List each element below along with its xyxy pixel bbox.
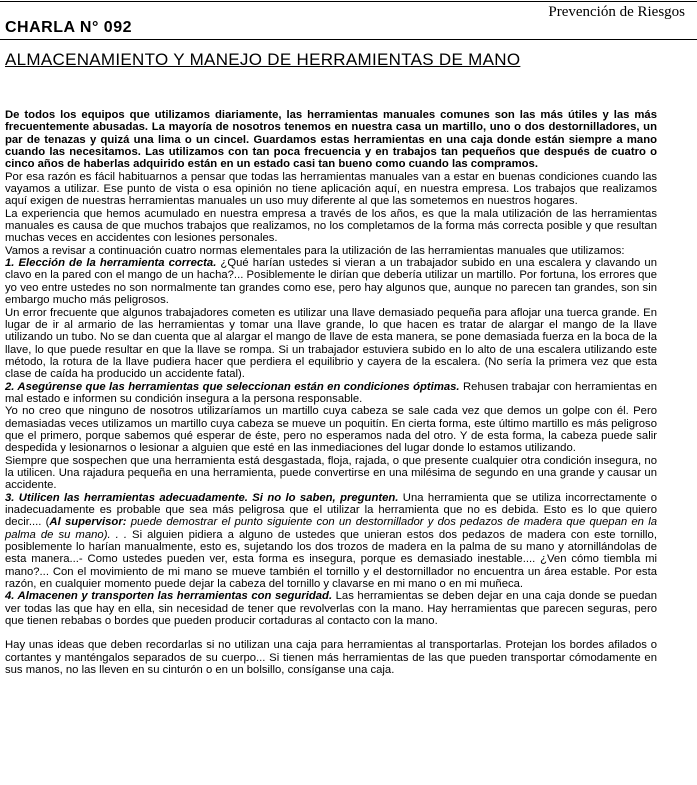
paragraph: Siempre que sospechen que una herramienta está desgastada, floja, rajada, o que presente cualquier otra condición insegura, no la utilicen. Una rajadura pequeña en una herramienta, puede convertirse en una milésima de segundo en una grande y causar un accidente. [5, 454, 657, 492]
supervisor-label: Al supervisor: [49, 516, 127, 529]
paragraph: Vamos a revisar a continuación cuatro normas elementales para la utilización de las herramientas manuales que utilizamos: [5, 244, 625, 257]
rule-3-text: Una herramienta que se utiliza incorrectamente o inadecuadamente es probable que sea más peligrosa que el utilizar la herramienta que no es debida. Esto es lo que quiero decir.... ( [5, 491, 657, 529]
paragraph: Por esa razón es fácil habituarnos a pensar que todas las herramientas manuales van a estar en buenas condiciones cuando las vayamos a utilizar. Ese punto de vista o esa opinión no tiene aplicación aquí, en nuestra empresa. Los trabajos que realizamos aquí exigen de nuestras herramientas manuales un uso muy diferente al que las sometemos en nuestros hogares. [5, 170, 657, 208]
rule-2-heading: 2. Asegúrense que las herramientas que seleccionan están en condiciones óptimas. [5, 380, 460, 393]
rule-3-text-continued: Si alguien pidiera a alguno de ustedes que unieran estos dos pedazos de madera con este tornillo, posiblemente lo harían manualmente, esto es, sujetando los dos trozos de madera en la palma de su mano y atornillándolas de esta manera...- Como ustedes pueden ver, esta forma es insegura, porque es demasiado inestable.... ¿Ven cómo tiembla mi mano?... Con el movimiento de mi mano se mueve también el tornillo y el destornillador no encuentra un área estable. Por esta razón, en cualquier momento puede dejar la cabeza del tornillo y clavarse en mi mano o en mi muñeca. [5, 528, 657, 591]
header-rule [0, 39, 697, 40]
rule-1-text: ¿Qué harían ustedes si vieran a un trabajador subido en una escalera y clavando un clavo en la pared con el mango de un hacha?... Posiblemente le dirían que debería utilizar un martillo. Por fortuna, los errores que yo veo entre ustedes no son normalmente tan grandes como ese, pero hay algunos que, aunque no parecen tan grandes, son sin embargo mucho más peligrosos. [5, 257, 657, 307]
paragraph: Un error frecuente que algunos trabajadores cometen es utilizar una llave demasiado pequeña para aflojar una tuerca grande. En lugar de ir al armario de las herramientas y tomar una llave grande, lo que hacen es tratar de alargar el mango de la llave utilizando un tubo. No se dan cuenta que al alargar el mango de llave de esta manera, se pone demasiada fuerza en la boca de la llave, lo que puede resultar en que la llave se rompa. Si un trabajador estuviera subido en lo alto de una escalera utilizando este método, la rotura de la llave pudiera hacer que perdiera el equilibrio y cayera de la escalera. (No sería la primera vez que esta clase de caída ha producido un accidente fatal). [5, 306, 657, 381]
rule-1-heading: 1. Elección de la herramienta correcta. [5, 257, 217, 270]
paragraph: Yo no creo que ninguno de nosotros utilizaríamos un martillo cuya cabeza se sale cada vez que demos un golpe con él. Pero demasiadas veces utilizamos un martillo cuya cabeza se mueve un poquitín. En cierta forma, este último martillo es más peligroso que el primero, porque sabemos qué esperar de éste, pero no esperamos nada del otro. Y de esta forma, la cabeza puede salir despedida y lesionarnos o lesionar a alguien que esté en las inmediaciones del lugar donde lo estamos utilizando. [5, 405, 657, 455]
rule-2 [5, 381, 657, 406]
top-rule [0, 1, 697, 2]
spacer [5, 627, 657, 639]
paragraph: Hay unas ideas que deben recordarlas si no utilizan una caja para herramientas al transportarlas. Protejan los bordes afilados o cortantes y manténgalos separados de su cuerpo... Si tienen más herramientas de las que pueden transportar cómodamente en sus manos, no las lleven en su cinturón o en un bolsillo, consíganse una caja. [5, 639, 657, 677]
paragraph: La experiencia que hemos acumulado en nuestra empresa a través de los años, es que la mala utilización de las herramientas manuales es causa de que muchos trabajos que realizamos, no los completamos de la forma más correcta posible y que resultan muchas veces en accidentes con lesiones personales. [5, 207, 657, 245]
rule-1 [5, 257, 657, 306]
rule-4-text: Las herramientas se deben dejar en una caja donde se puedan ver todas las que hay en ella, sin necesidad de tener que revolverlas con la mano. Hay herramientas que parecen seguras, pero que tienen rebabas o bordes que pueden producir cortaduras al contacto con la mano. [5, 590, 657, 628]
rule-2-text: Rehusen trabajar con herramientas en mal estado e informen su condición insegura a la persona responsable. [5, 380, 657, 405]
document-body [5, 109, 657, 676]
rule-3-heading: 3. Utilicen las herramientas adecuadamente. Si no lo saben, pregunten. [5, 491, 399, 504]
rule-4 [5, 590, 657, 627]
header-org: Prevención de Riesgos [548, 4, 685, 20]
rule-3 [5, 492, 657, 591]
document-title: ALMACENAMIENTO Y MANEJO DE HERRAMIENTAS DE MANO [5, 50, 521, 69]
supervisor-instruction: puede demostrar el punto siguiente con un destornillador y dos pedazos de madera que quepan en la palma de su mano). . . [5, 516, 657, 541]
rule-4-heading: 4. Almacenen y transporten las herramientas con seguridad. [5, 590, 333, 603]
intro-paragraph: De todos los equipos que utilizamos diariamente, las herramientas manuales comunes son las más útiles y las más frecuentemente abusadas. La mayoría de nosotros tenemos en nuestra casa un martillo, uno o dos destornilladores, un par de tenazas y quizá una lima o un cincel. Guardamos estas herramientas en una caja donde están siempre a mano cuando las necesitamos. Las utilizamos con tan poca frecuencia y en trabajos tan pequeños que después de cuatro o cinco años de haberlas adquirido están en un estado casi tan bueno como cuando las compramos. [5, 109, 657, 171]
charla-number: CHARLA N° 092 [5, 19, 132, 36]
